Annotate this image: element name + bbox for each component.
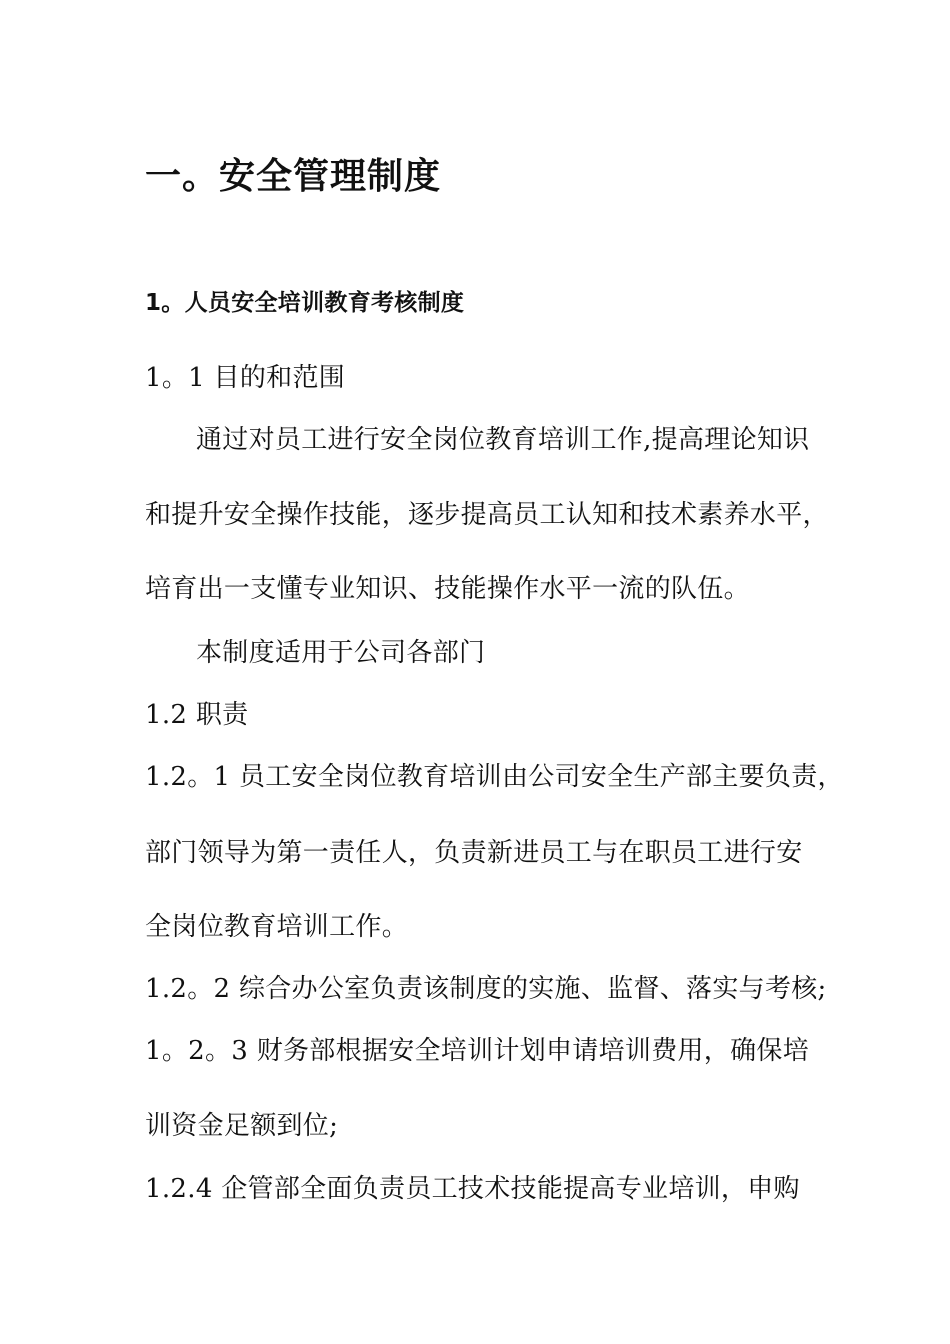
document-title: 一。安全管理制度 — [145, 156, 442, 197]
section-heading: 1。人员安全培训教育考核制度 — [145, 290, 465, 316]
paragraph-line: 训资金足额到位; — [145, 1111, 339, 1141]
paragraph-line: 1。2。3 财务部根据安全培训计划申请培训费用，确保培 — [145, 1036, 809, 1066]
paragraph-line: 培育出一支懂专业知识、技能操作水平一流的队伍。 — [145, 574, 750, 604]
subsection-heading: 1。1 目的和范围 — [145, 363, 346, 393]
paragraph-line: 1.2.4 企管部全面负责员工技术技能提高专业培训，申购 — [145, 1174, 800, 1204]
subsection-heading: 1.2 职责 — [145, 700, 249, 730]
paragraph-line: 1.2。2 综合办公室负责该制度的实施、监督、落实与考核; — [145, 974, 827, 1004]
paragraph-line: 和提升安全操作技能，逐步提高员工认知和技术素养水平， — [145, 500, 829, 530]
paragraph-line: 1.2。1 员工安全岗位教育培训由公司安全生产部主要负责， — [145, 762, 844, 792]
paragraph-line: 本制度适用于公司各部门 — [196, 638, 486, 668]
paragraph-line: 全岗位教育培训工作。 — [145, 912, 409, 942]
paragraph-line: 部门领导为第一责任人，负责新进员工与在职员工进行安 — [145, 838, 803, 868]
paragraph-line: 通过对员工进行安全岗位教育培训工作,提高理论知识 — [196, 425, 810, 455]
